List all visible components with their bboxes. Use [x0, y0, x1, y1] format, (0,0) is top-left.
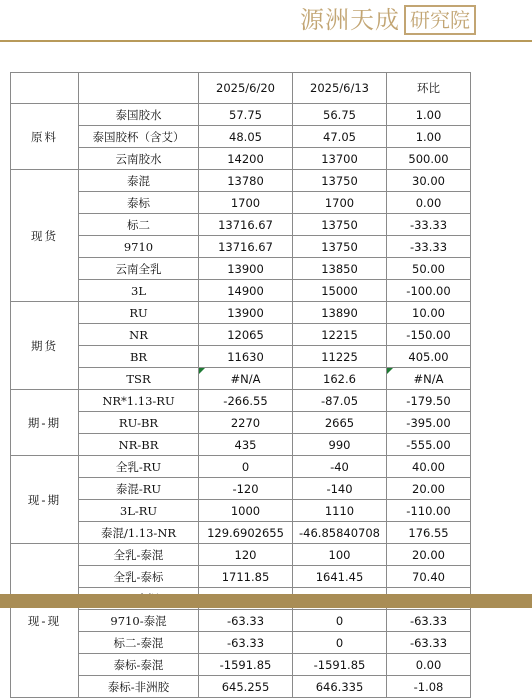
value-current-cell: 12065 [199, 324, 293, 346]
value-current-cell: 435 [199, 434, 293, 456]
item-name-cell: 全乳-RU [79, 456, 199, 478]
item-name-cell: NR-BR [79, 434, 199, 456]
value-previous-cell: 13750 [293, 214, 387, 236]
item-name-cell: 全乳-泰标 [79, 566, 199, 588]
value-previous-cell: -46.85840708 [293, 522, 387, 544]
table-row [11, 544, 471, 566]
table-row [11, 148, 471, 170]
table-row [11, 324, 471, 346]
value-previous-cell: 15000 [293, 280, 387, 302]
value-current-cell: 57.75 [199, 104, 293, 126]
change-cell: #N/A [387, 368, 471, 390]
value-previous-cell: 56.75 [293, 104, 387, 126]
item-name-cell: 泰国胶水 [79, 104, 199, 126]
brand-box-label: 研究院 [404, 5, 476, 35]
table-row [11, 566, 471, 588]
header-item [79, 73, 199, 104]
item-name-cell: 9710-泰混 [79, 610, 199, 632]
value-current-cell: 13900 [199, 258, 293, 280]
change-cell: -150.00 [387, 324, 471, 346]
category-cell: 期-期 [11, 390, 79, 456]
header-date-previous: 2025/6/13 [293, 73, 387, 104]
table-row [11, 522, 471, 544]
item-name-cell: BR [79, 346, 199, 368]
value-previous-cell: -140 [293, 478, 387, 500]
value-previous-cell: 13700 [293, 148, 387, 170]
value-current-cell: -63.33 [199, 632, 293, 654]
header-change: 环比 [387, 73, 471, 104]
value-current-cell: 13780 [199, 170, 293, 192]
value-current-cell: -63.33 [199, 610, 293, 632]
change-cell: 20.00 [387, 544, 471, 566]
value-current-cell: 14200 [199, 148, 293, 170]
table-header-row [11, 73, 471, 104]
value-previous-cell: 990 [293, 434, 387, 456]
table-row [11, 456, 471, 478]
table-row [11, 368, 471, 390]
value-current-cell: 2270 [199, 412, 293, 434]
value-current-cell: 48.05 [199, 126, 293, 148]
change-cell: 70.40 [387, 566, 471, 588]
change-cell: 176.55 [387, 522, 471, 544]
table-row [11, 346, 471, 368]
category-cell: 现-现 [11, 544, 79, 698]
item-name-cell: 标二 [79, 214, 199, 236]
table-row [11, 412, 471, 434]
value-current-cell: 1000 [199, 500, 293, 522]
table-row [11, 676, 471, 698]
value-previous-cell: -1591.85 [293, 654, 387, 676]
value-previous-cell: 646.335 [293, 676, 387, 698]
brand-name: 源洲天成 [300, 6, 400, 34]
value-current-cell: 13900 [199, 302, 293, 324]
item-name-cell: TSR [79, 368, 199, 390]
table-row [11, 280, 471, 302]
table-row [11, 478, 471, 500]
item-name-cell: 泰标 [79, 192, 199, 214]
change-cell: 0.00 [387, 192, 471, 214]
table-row [11, 104, 471, 126]
change-cell: -395.00 [387, 412, 471, 434]
value-previous-cell: -87.05 [293, 390, 387, 412]
header-category [11, 73, 79, 104]
item-name-cell: 云南胶水 [79, 148, 199, 170]
value-previous-cell: 0 [293, 610, 387, 632]
value-current-cell: 13716.67 [199, 214, 293, 236]
value-current-cell: -266.55 [199, 390, 293, 412]
value-current-cell: 13716.67 [199, 236, 293, 258]
change-cell: -33.33 [387, 236, 471, 258]
value-previous-cell: 1110 [293, 500, 387, 522]
table-row [11, 632, 471, 654]
category-cell: 现货 [11, 170, 79, 302]
item-name-cell: 标二-泰混 [79, 632, 199, 654]
item-name-cell: RU-BR [79, 412, 199, 434]
table-row [11, 214, 471, 236]
header-divider [0, 40, 532, 42]
value-previous-cell: 0 [293, 632, 387, 654]
table-row [11, 500, 471, 522]
value-previous-cell: 2665 [293, 412, 387, 434]
change-cell: -33.33 [387, 214, 471, 236]
change-cell: 40.00 [387, 456, 471, 478]
change-cell: 500.00 [387, 148, 471, 170]
value-previous-cell: 13750 [293, 170, 387, 192]
item-name-cell: 云南全乳 [79, 258, 199, 280]
table-row [11, 170, 471, 192]
value-current-cell: 14900 [199, 280, 293, 302]
change-cell: -555.00 [387, 434, 471, 456]
change-cell: 20.00 [387, 478, 471, 500]
change-cell: -179.50 [387, 390, 471, 412]
table-row [11, 236, 471, 258]
brand-logo [300, 6, 476, 34]
item-name-cell: 3L-RU [79, 500, 199, 522]
change-cell: 0.00 [387, 654, 471, 676]
change-cell: 30.00 [387, 170, 471, 192]
change-cell: -63.33 [387, 632, 471, 654]
value-current-cell: 645.255 [199, 676, 293, 698]
category-cell: 期货 [11, 302, 79, 390]
item-name-cell: NR [79, 324, 199, 346]
value-previous-cell: -40 [293, 456, 387, 478]
value-current-cell: -120 [199, 478, 293, 500]
item-name-cell: RU [79, 302, 199, 324]
value-current-cell: 120 [199, 544, 293, 566]
table-row [11, 126, 471, 148]
value-previous-cell: 47.05 [293, 126, 387, 148]
value-current-cell: 1700 [199, 192, 293, 214]
item-name-cell: 3L [79, 280, 199, 302]
value-current-cell: 11630 [199, 346, 293, 368]
change-cell: 50.00 [387, 258, 471, 280]
item-name-cell: 泰混-RU [79, 478, 199, 500]
value-current-cell: -1591.85 [199, 654, 293, 676]
change-cell: -1.08 [387, 676, 471, 698]
value-current-cell: 1711.85 [199, 566, 293, 588]
change-cell: -110.00 [387, 500, 471, 522]
value-current-cell: #N/A [199, 368, 293, 390]
table-body [11, 104, 471, 698]
value-current-cell: 129.6902655 [199, 522, 293, 544]
category-cell: 原料 [11, 104, 79, 170]
item-name-cell: 泰标-泰混 [79, 654, 199, 676]
change-cell: 1.00 [387, 126, 471, 148]
table-row [11, 302, 471, 324]
value-previous-cell: 13750 [293, 236, 387, 258]
value-previous-cell: 1700 [293, 192, 387, 214]
value-previous-cell: 100 [293, 544, 387, 566]
value-previous-cell: 11225 [293, 346, 387, 368]
table-row [11, 434, 471, 456]
table-row [11, 610, 471, 632]
table-row [11, 192, 471, 214]
footer-bar [0, 594, 532, 608]
table-row [11, 390, 471, 412]
item-name-cell: 泰混 [79, 170, 199, 192]
change-cell: -63.33 [387, 610, 471, 632]
value-current-cell: 0 [199, 456, 293, 478]
item-name-cell: 全乳-泰混 [79, 544, 199, 566]
value-previous-cell: 162.6 [293, 368, 387, 390]
table-row [11, 258, 471, 280]
item-name-cell: 泰混/1.13-NR [79, 522, 199, 544]
value-previous-cell: 13850 [293, 258, 387, 280]
value-previous-cell: 12215 [293, 324, 387, 346]
item-name-cell: 9710 [79, 236, 199, 258]
change-cell: 405.00 [387, 346, 471, 368]
change-cell: 1.00 [387, 104, 471, 126]
value-previous-cell: 13890 [293, 302, 387, 324]
item-name-cell: 泰标-非洲胶 [79, 676, 199, 698]
change-cell: -100.00 [387, 280, 471, 302]
change-cell: 10.00 [387, 302, 471, 324]
header-date-current: 2025/6/20 [199, 73, 293, 104]
table-row [11, 654, 471, 676]
value-previous-cell: 1641.45 [293, 566, 387, 588]
category-cell: 现-期 [11, 456, 79, 544]
item-name-cell: NR*1.13-RU [79, 390, 199, 412]
item-name-cell: 泰国胶杯（含艾） [79, 126, 199, 148]
